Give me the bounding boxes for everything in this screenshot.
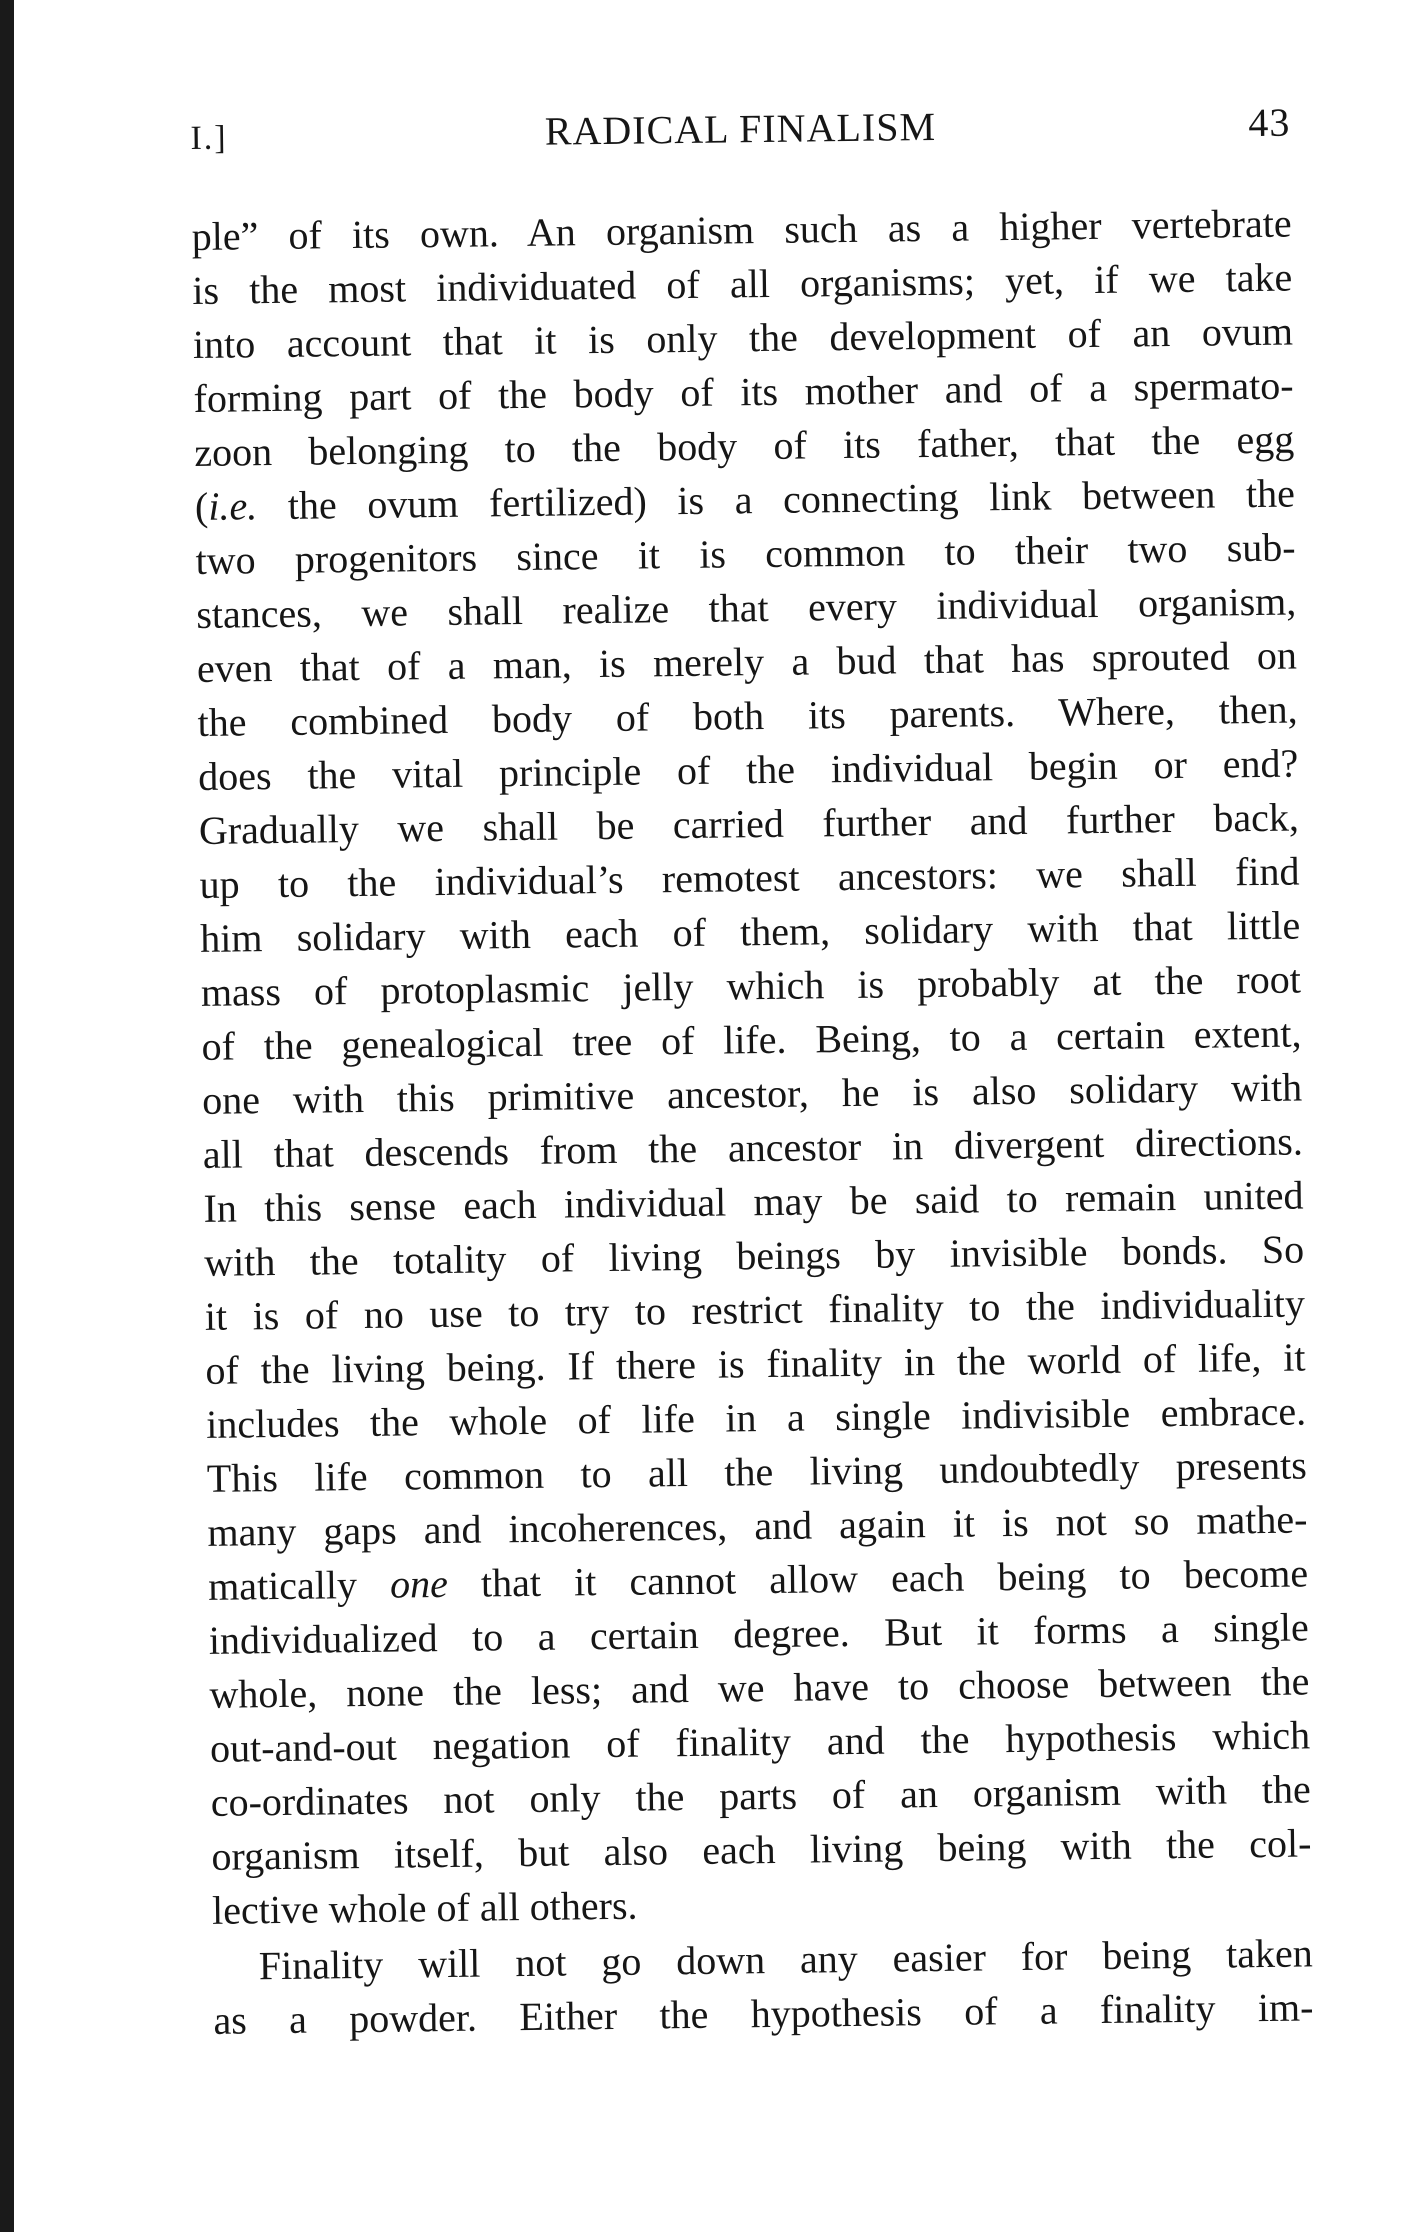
- book-page: [190, 87, 1314, 2048]
- text-line: individualized to a certain degree. But it forms a single: [208, 1604, 1310, 1663]
- page-edge-shadow: [0, 0, 14, 2232]
- text-line: This life common to all the living undoubtedly presents: [206, 1442, 1308, 1501]
- text-line: co-ordinates not only the parts of an organism with the: [210, 1766, 1311, 1825]
- text-line: lective whole of all others.: [211, 1882, 638, 1933]
- text-line: one with this primitive ancestor, he is also solidary with: [201, 1064, 1303, 1123]
- text-line: ple” of its own. An organism such as a higher vertebrate: [191, 200, 1292, 259]
- text-line: does the vital principle of the individual begin or end?: [197, 740, 1299, 799]
- text-line: as a powder. Either the hypothesis of a finality im-: [213, 1984, 1314, 2043]
- text-line: many gaps and incoherences, and again it is not so mathe-: [207, 1496, 1308, 1555]
- section-number: I.]: [190, 119, 228, 157]
- text-line: whole, none the less; and we have to choose between the: [209, 1658, 1310, 1717]
- text-line: In this sense each individual may be said to remain united: [203, 1172, 1304, 1231]
- text-line: up to the individual’s remotest ancestors: we shall find: [199, 848, 1300, 907]
- text-line: matically one that it cannot allow each being to become: [207, 1550, 1309, 1609]
- text-line: includes the whole of life in a single indivisible embrace.: [205, 1388, 1307, 1447]
- text-line: Finality will not go down any easier for being taken: [258, 1930, 1313, 1989]
- text-line: of the genealogical tree of life. Being, to a certain extent,: [201, 1010, 1302, 1069]
- text-line: out-and-out negation of finality and the hypothesis which: [209, 1712, 1311, 1771]
- text-line: Gradually we shall be carried further and further back,: [198, 794, 1300, 853]
- text-line: organism itself, but also each living being with the col-: [211, 1820, 1312, 1879]
- text-line: it is of no use to try to restrict finality to the individuality: [204, 1280, 1306, 1339]
- body-text: [191, 197, 1313, 2048]
- text-line: him solidary with each of them, solidary with that little: [199, 902, 1301, 961]
- text-line: (i.e. the ovum fertilized) is a connecting link between the: [194, 470, 1296, 529]
- text-line: even that of a man, is merely a bud that has sprouted on: [196, 632, 1298, 691]
- text-line: is the most individuated of all organisms; yet, if we take: [192, 254, 1293, 313]
- text-line: forming part of the body of its mother and of a spermato-: [193, 362, 1294, 421]
- text-line: of the living being. If there is finality in the world of life, it: [205, 1334, 1306, 1393]
- text-line: into account that it is only the development of an ovum: [192, 308, 1294, 367]
- text-line: stances, we shall realize that every individual organism,: [196, 578, 1297, 637]
- text-line: all that descends from the ancestor in divergent directions.: [202, 1118, 1304, 1177]
- text-line: zoon belonging to the body of its father, that the egg: [194, 416, 1295, 475]
- text-line: with the totality of living beings by invisible bonds. So: [203, 1226, 1305, 1285]
- text-line: mass of protoplasmic jelly which is probably at the root: [200, 956, 1302, 1015]
- text-line: the combined body of both its parents. Where, then,: [197, 686, 1298, 745]
- paragraph-2: [212, 1926, 1313, 2047]
- running-head: [190, 87, 1291, 170]
- text-line: two progenitors since it is common to their two sub-: [195, 524, 1296, 583]
- page-title: RADICAL FINALISM: [544, 103, 937, 154]
- paragraph-1: [191, 197, 1312, 1938]
- page-number: 43: [1248, 99, 1291, 146]
